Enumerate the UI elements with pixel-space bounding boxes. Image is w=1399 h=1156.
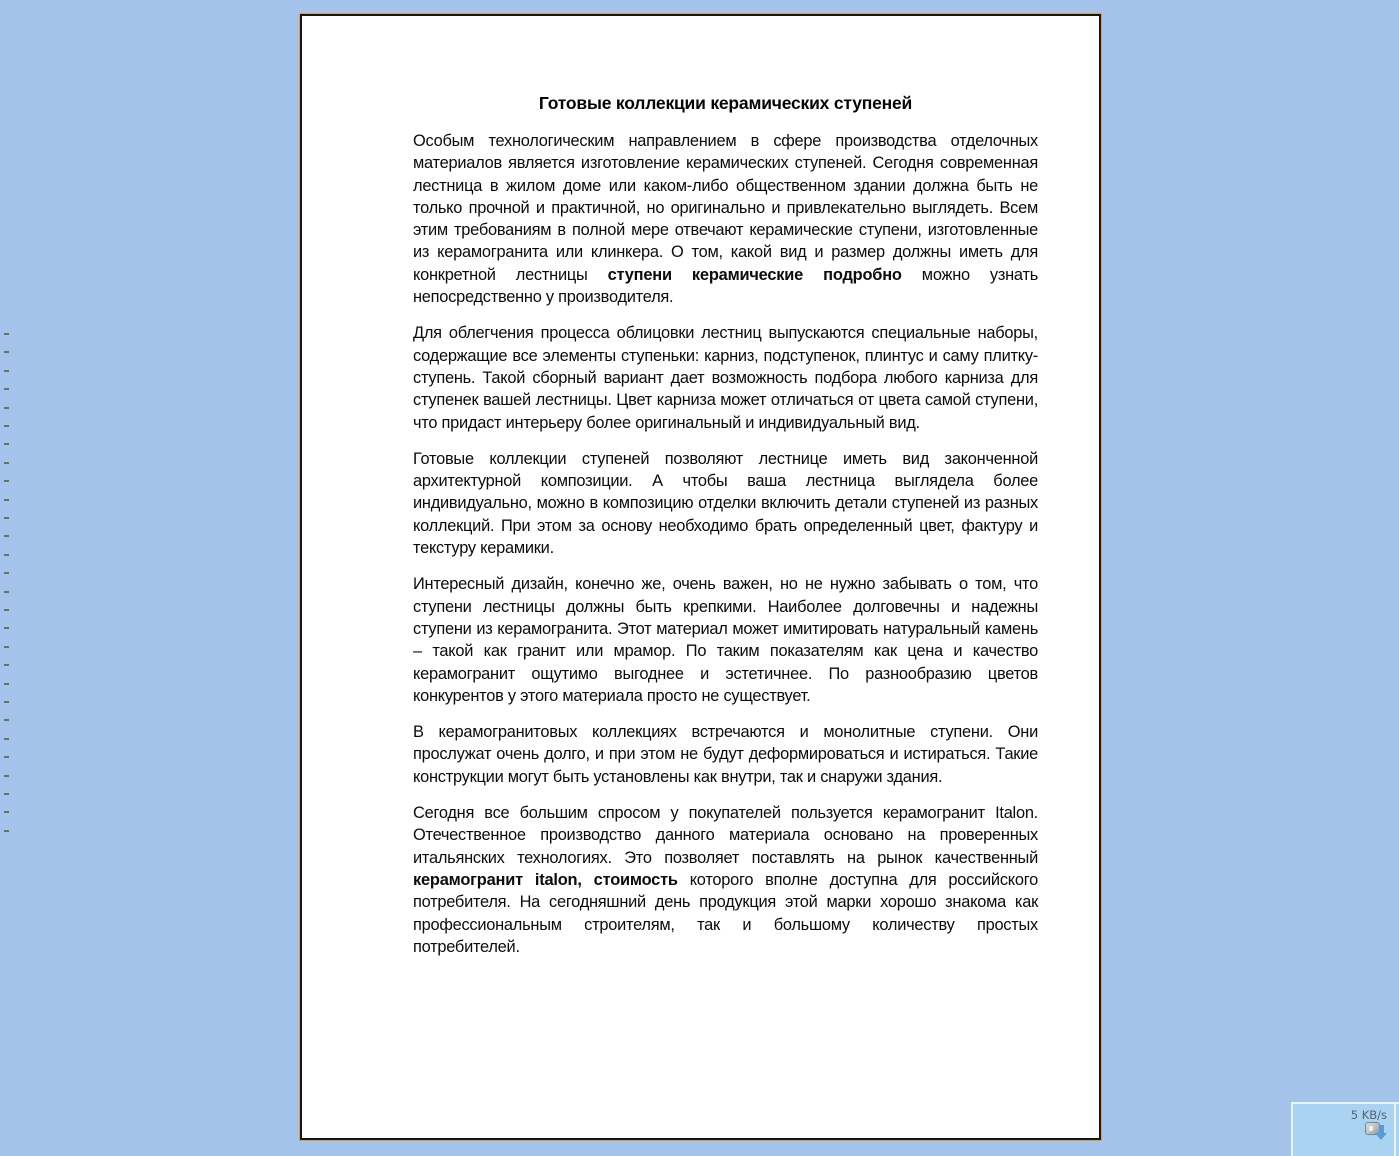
network-speed-widget[interactable] [1291, 1102, 1399, 1156]
edge-dash [4, 351, 9, 353]
edge-dash [4, 333, 9, 335]
edge-dash [4, 480, 9, 482]
paragraph [413, 573, 1038, 707]
text-run: Интересный дизайн, конечно же, очень важен, но не нужно забывать о том, что ступени лестницы должны быть крепкими. Наиболее долговечны и надежны ступени из керамогранита. Этот материал может имитировать натуральный камень – такой как гранит или мрамор. По таким показателям как цена и качество керамогранит ощутимо выгоднее и эстетичнее. По разнообразию цветов конкурентов у этого материала просто не существует. [413, 575, 1038, 705]
edge-dash [4, 443, 9, 445]
document-body [413, 130, 1038, 958]
bold-run: керамогранит italon, стоимость [413, 870, 678, 889]
edge-dash [4, 719, 9, 721]
edge-dash [4, 793, 9, 795]
text-run: Для облегчения процесса облицовки лестниц выпускаются специальные наборы, содержащие все элементы ступеньки: карниз, подступенок, плинтус и саму плитку-ступень. Такой сборный вариант дает возможность подбора любого карниза для ступенек вашей лестницы. Цвет карниза может отличаться от цвета самой ступени, что придаст интерьеру более оригинальный и индивидуальный вид. [413, 324, 1038, 432]
paragraph [413, 322, 1038, 433]
edge-dash [4, 554, 9, 556]
edge-dash [4, 701, 9, 703]
text-run: можно узнать непосредственно у производителя. [413, 265, 1038, 307]
paragraph [413, 448, 1038, 559]
edge-dash [4, 683, 9, 685]
download-arrow-head [1375, 1133, 1387, 1140]
paragraph [413, 721, 1038, 788]
edge-dash [4, 609, 9, 611]
widget-divider [1394, 1104, 1396, 1156]
text-run: Готовые коллекции ступеней позволяют лестнице иметь вид законченной архитектурной композиции. А чтобы ваша лестница выглядела более индивидуально, можно в композицию отделки включить детали ступеней из разных коллекций. При этом за основу необходимо брать определенный цвет, фактуру и текстуру керамики. [413, 449, 1038, 558]
network-speed-label: 5 KB/s [1350, 1108, 1387, 1122]
paragraph [413, 802, 1038, 958]
network-download-icon [1363, 1121, 1391, 1141]
edge-dash [4, 499, 9, 501]
edge-dash [4, 646, 9, 648]
edge-dash [4, 370, 9, 372]
edge-dash [4, 388, 9, 390]
edge-dash [4, 535, 9, 537]
edge-dash [4, 830, 9, 832]
edge-dash [4, 517, 9, 519]
download-arrow-stem [1379, 1125, 1384, 1133]
edge-dash [4, 756, 9, 758]
edge-dash [4, 664, 9, 666]
paragraph [413, 130, 1038, 308]
edge-dash [4, 591, 9, 593]
document-page [300, 14, 1101, 1140]
text-run: В керамогранитовых коллекциях встречаются и монолитные ступени. Они прослужат очень долго, и при этом не будут деформироваться и истираться. Такие конструкции могут быть установлены как внутри, так и снаружи здания. [413, 723, 1038, 786]
text-run: Сегодня все большим спросом у покупателей пользуется керамогранит Italon. Отечественное производство данного материала основано на проверенных итальянских технологиях. Это позволяет поставлять на рынок качественный [413, 804, 1038, 867]
bold-run: ступени керамические подробно [607, 265, 902, 284]
edge-dash [4, 425, 9, 427]
edge-dash [4, 775, 9, 777]
edge-dash [4, 572, 9, 574]
text-run: которого вполне доступна для российского потребителя. На сегодняшний день продукция этой марки хорошо знакома как профессиональным строителям, так и большому количеству простых потребителей. [413, 870, 1038, 956]
text-run: Особым технологическим направлением в сфере производства отделочных материалов является изготовление керамических ступеней. Сегодня современная лестница в жилом доме или каком-либо общественном здании должна быть не только прочной и практичной, но оригинально и привлекательно выглядеть. Всем этим требованиям в полной мере отвечают керамические ступени, изготовленные из керамогранита или клинкера. О том, какой вид и размер должны иметь для конкретной лестницы [413, 132, 1038, 284]
edge-dash [4, 462, 9, 464]
document-title: Готовые коллекции керамических ступеней [538, 93, 913, 113]
screen-edge-dashes [0, 0, 12, 1156]
edge-dash [4, 738, 9, 740]
edge-dash [4, 627, 9, 629]
edge-dash [4, 407, 9, 409]
edge-dash [4, 811, 9, 813]
